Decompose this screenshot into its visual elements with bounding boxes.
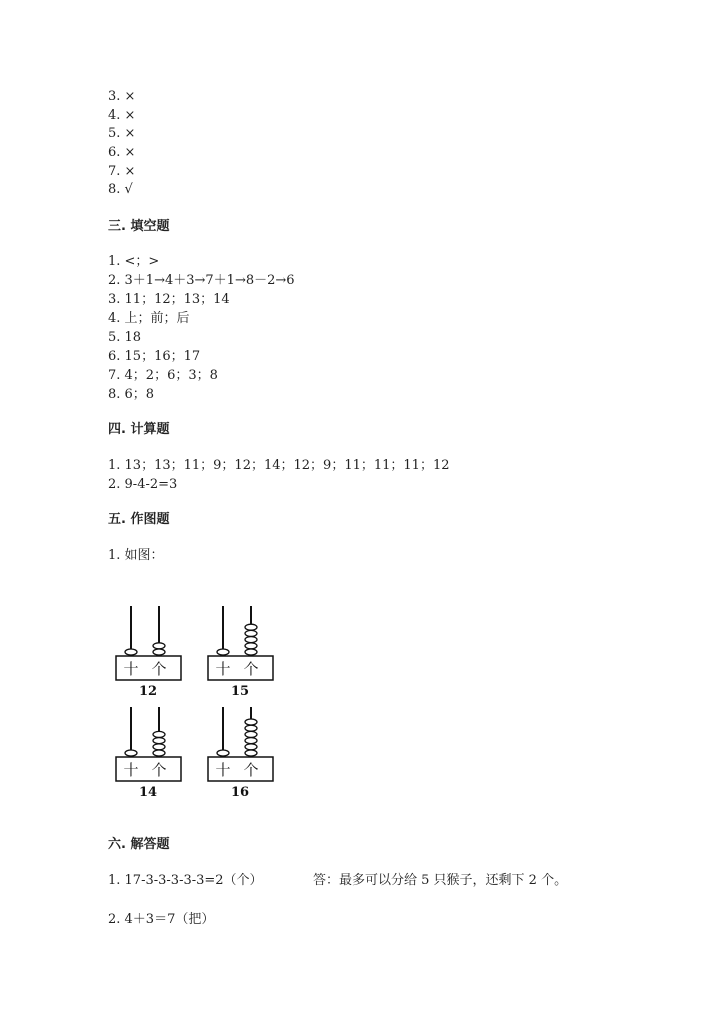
abacus-svg bbox=[108, 704, 188, 799]
abacus-svg bbox=[108, 603, 188, 698]
ones-bead bbox=[245, 637, 257, 643]
ones-bead bbox=[153, 731, 165, 737]
ones-place-label: 个 bbox=[243, 660, 259, 678]
word-problem-2-expression: 2. 4＋3＝7（把） bbox=[108, 912, 215, 927]
ones-bead bbox=[153, 649, 165, 655]
word-problem-1-answer: 答：最多可以分给 5 只猴子，还剩下 2 个。 bbox=[313, 873, 568, 888]
tens-place-label: 十 bbox=[215, 660, 231, 678]
fill-blank-item-2: 2. 3＋1→4＋3→7＋1→8－2→6 bbox=[108, 273, 295, 288]
section-drawing-title: 五. 作图题 bbox=[108, 512, 170, 527]
ones-bead bbox=[245, 649, 257, 655]
judge-answer-7: 7. × bbox=[108, 164, 136, 179]
ones-bead bbox=[245, 738, 257, 744]
abacus-svg bbox=[200, 704, 280, 799]
tens-place-label: 十 bbox=[123, 660, 139, 678]
judge-answer-5: 5. × bbox=[108, 126, 136, 141]
ones-bead bbox=[245, 731, 257, 737]
fill-blank-item-1: 1. <；> bbox=[108, 254, 160, 269]
abacus-svg bbox=[200, 603, 280, 698]
fill-blank-item-5: 5. 18 bbox=[108, 330, 142, 345]
tens-place-label: 十 bbox=[123, 761, 139, 779]
calculation-item-1: 1. 13；13；11；9；12；14；12；9；11；11；11；12 bbox=[108, 458, 450, 473]
word-problem-1-expression: 1. 17-3-3-3-3-3=2（个） bbox=[108, 873, 263, 888]
section-word-problem-title: 六. 解答题 bbox=[108, 837, 170, 852]
judge-answer-4: 4. × bbox=[108, 108, 136, 123]
ones-bead bbox=[153, 744, 165, 750]
judge-answer-3: 3. × bbox=[108, 89, 136, 104]
fill-blank-item-3: 3. 11；12；13；14 bbox=[108, 292, 230, 307]
ones-place-label: 个 bbox=[243, 761, 259, 779]
abacus-figure bbox=[200, 603, 280, 698]
fill-blank-item-8: 8. 6；8 bbox=[108, 387, 155, 402]
ones-bead bbox=[245, 643, 257, 649]
abacus-value-label: 12 bbox=[138, 684, 158, 698]
tens-bead bbox=[217, 649, 229, 655]
tens-bead bbox=[125, 750, 137, 756]
ones-bead bbox=[245, 624, 257, 630]
ones-bead bbox=[153, 643, 165, 649]
ones-bead bbox=[245, 725, 257, 731]
judge-answer-8: 8. √ bbox=[108, 182, 133, 197]
abacus-value-label: 16 bbox=[230, 785, 250, 799]
tens-place-label: 十 bbox=[215, 761, 231, 779]
calculation-item-2: 2. 9-4-2=3 bbox=[108, 477, 178, 492]
ones-bead bbox=[153, 750, 165, 756]
section-calculation-title: 四. 计算题 bbox=[108, 422, 170, 437]
ones-bead bbox=[245, 719, 257, 725]
ones-bead bbox=[153, 738, 165, 744]
ones-place-label: 个 bbox=[151, 660, 167, 678]
abacus-figure bbox=[200, 704, 280, 799]
ones-bead bbox=[245, 630, 257, 636]
tens-bead bbox=[125, 649, 137, 655]
abacus-value-label: 15 bbox=[230, 684, 250, 698]
ones-bead bbox=[245, 750, 257, 756]
ones-place-label: 个 bbox=[151, 761, 167, 779]
fill-blank-item-6: 6. 15；16；17 bbox=[108, 349, 201, 364]
abacus-figure bbox=[108, 603, 188, 698]
ones-bead bbox=[245, 744, 257, 750]
tens-bead bbox=[217, 750, 229, 756]
fill-blank-item-7: 7. 4；2；6；3；8 bbox=[108, 368, 218, 383]
judge-answer-6: 6. × bbox=[108, 145, 136, 160]
abacus-value-label: 14 bbox=[138, 785, 158, 799]
section-fill-blank-title: 三. 填空题 bbox=[108, 219, 170, 234]
drawing-item-1: 1. 如图： bbox=[108, 548, 164, 563]
abacus-figure bbox=[108, 704, 188, 799]
fill-blank-item-4: 4. 上；前；后 bbox=[108, 311, 190, 326]
